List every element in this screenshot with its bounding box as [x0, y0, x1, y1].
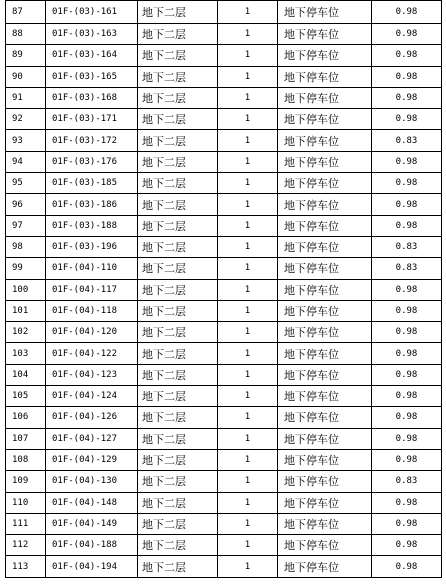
- space-type-cell: 地下停车位: [278, 215, 372, 236]
- space-type-cell: 地下停车位: [278, 279, 372, 300]
- table-row: [6, 492, 442, 513]
- quantity-cell: 1: [218, 45, 278, 66]
- parking-code-cell: 01F-(04)-123: [46, 364, 138, 385]
- parking-code-cell: 01F-(04)-118: [46, 300, 138, 321]
- row-index-cell: 106: [6, 407, 46, 428]
- floor-cell: 地下二层: [138, 428, 218, 449]
- space-type-cell: 地下停车位: [278, 449, 372, 470]
- ratio-cell: 0.83: [372, 130, 442, 151]
- ratio-cell: 0.98: [372, 449, 442, 470]
- ratio-cell: 0.98: [372, 194, 442, 215]
- table-row: [6, 386, 442, 407]
- ratio-cell: 0.98: [372, 151, 442, 172]
- floor-cell: 地下二层: [138, 513, 218, 534]
- row-index-cell: 100: [6, 279, 46, 300]
- table-row: [6, 258, 442, 279]
- quantity-cell: 1: [218, 24, 278, 45]
- space-type-cell: 地下停车位: [278, 236, 372, 257]
- space-type-cell: 地下停车位: [278, 194, 372, 215]
- parking-code-cell: 01F-(03)-164: [46, 45, 138, 66]
- ratio-cell: 0.98: [372, 215, 442, 236]
- parking-code-cell: 01F-(04)-188: [46, 535, 138, 556]
- row-index-cell: 102: [6, 322, 46, 343]
- parking-code-cell: 01F-(04)-126: [46, 407, 138, 428]
- floor-cell: 地下二层: [138, 492, 218, 513]
- ratio-cell: 0.98: [372, 322, 442, 343]
- floor-cell: 地下二层: [138, 194, 218, 215]
- row-index-cell: 94: [6, 151, 46, 172]
- ratio-cell: 0.83: [372, 236, 442, 257]
- floor-cell: 地下二层: [138, 407, 218, 428]
- parking-code-cell: 01F-(04)-124: [46, 386, 138, 407]
- parking-code-cell: 01F-(03)-186: [46, 194, 138, 215]
- space-type-cell: 地下停车位: [278, 1, 372, 24]
- floor-cell: 地下二层: [138, 364, 218, 385]
- row-index-cell: 108: [6, 449, 46, 470]
- quantity-cell: 1: [218, 87, 278, 108]
- quantity-cell: 1: [218, 407, 278, 428]
- space-type-cell: 地下停车位: [278, 258, 372, 279]
- space-type-cell: 地下停车位: [278, 300, 372, 321]
- row-index-cell: 104: [6, 364, 46, 385]
- parking-code-cell: 01F-(04)-127: [46, 428, 138, 449]
- space-type-cell: 地下停车位: [278, 471, 372, 492]
- floor-cell: 地下二层: [138, 471, 218, 492]
- parking-code-cell: 01F-(03)-176: [46, 151, 138, 172]
- quantity-cell: 1: [218, 322, 278, 343]
- table-row: [6, 343, 442, 364]
- table-row: [6, 364, 442, 385]
- space-type-cell: 地下停车位: [278, 386, 372, 407]
- floor-cell: 地下二层: [138, 1, 218, 24]
- space-type-cell: 地下停车位: [278, 535, 372, 556]
- floor-cell: 地下二层: [138, 300, 218, 321]
- row-index-cell: 101: [6, 300, 46, 321]
- ratio-cell: 0.98: [372, 492, 442, 513]
- table-row: [6, 428, 442, 449]
- ratio-cell: 0.98: [372, 279, 442, 300]
- table-row: [6, 173, 442, 194]
- table-row: [6, 556, 442, 577]
- table-row: [6, 322, 442, 343]
- parking-code-cell: 01F-(04)-194: [46, 556, 138, 577]
- table-row: [6, 300, 442, 321]
- space-type-cell: 地下停车位: [278, 364, 372, 385]
- row-index-cell: 87: [6, 1, 46, 24]
- ratio-cell: 0.83: [372, 258, 442, 279]
- table-row: [6, 45, 442, 66]
- space-type-cell: 地下停车位: [278, 407, 372, 428]
- quantity-cell: 1: [218, 492, 278, 513]
- ratio-cell: 0.98: [372, 45, 442, 66]
- row-index-cell: 107: [6, 428, 46, 449]
- row-index-cell: 103: [6, 343, 46, 364]
- floor-cell: 地下二层: [138, 173, 218, 194]
- parking-code-cell: 01F-(04)-117: [46, 279, 138, 300]
- parking-code-cell: 01F-(03)-172: [46, 130, 138, 151]
- parking-code-cell: 01F-(04)-130: [46, 471, 138, 492]
- table-row: [6, 66, 442, 87]
- quantity-cell: 1: [218, 300, 278, 321]
- quantity-cell: 1: [218, 66, 278, 87]
- ratio-cell: 0.98: [372, 87, 442, 108]
- quantity-cell: 1: [218, 151, 278, 172]
- space-type-cell: 地下停车位: [278, 428, 372, 449]
- floor-cell: 地下二层: [138, 322, 218, 343]
- table-row: [6, 109, 442, 130]
- floor-cell: 地下二层: [138, 45, 218, 66]
- quantity-cell: 1: [218, 173, 278, 194]
- floor-cell: 地下二层: [138, 343, 218, 364]
- row-index-cell: 91: [6, 87, 46, 108]
- row-index-cell: 99: [6, 258, 46, 279]
- row-index-cell: 98: [6, 236, 46, 257]
- parking-code-cell: 01F-(04)-149: [46, 513, 138, 534]
- space-type-cell: 地下停车位: [278, 513, 372, 534]
- floor-cell: 地下二层: [138, 279, 218, 300]
- row-index-cell: 90: [6, 66, 46, 87]
- floor-cell: 地下二层: [138, 66, 218, 87]
- table-row: [6, 151, 442, 172]
- row-index-cell: 105: [6, 386, 46, 407]
- table-row: [6, 513, 442, 534]
- space-type-cell: 地下停车位: [278, 343, 372, 364]
- parking-code-cell: 01F-(03)-196: [46, 236, 138, 257]
- table-row: [6, 407, 442, 428]
- quantity-cell: 1: [218, 428, 278, 449]
- quantity-cell: 1: [218, 130, 278, 151]
- table-row: [6, 1, 442, 24]
- ratio-cell: 0.98: [372, 556, 442, 577]
- parking-code-cell: 01F-(03)-163: [46, 24, 138, 45]
- space-type-cell: 地下停车位: [278, 24, 372, 45]
- parking-code-cell: 01F-(04)-148: [46, 492, 138, 513]
- space-type-cell: 地下停车位: [278, 45, 372, 66]
- floor-cell: 地下二层: [138, 386, 218, 407]
- ratio-cell: 0.98: [372, 343, 442, 364]
- floor-cell: 地下二层: [138, 449, 218, 470]
- ratio-cell: 0.98: [372, 364, 442, 385]
- table-row: [6, 194, 442, 215]
- quantity-cell: 1: [218, 556, 278, 577]
- row-index-cell: 110: [6, 492, 46, 513]
- quantity-cell: 1: [218, 236, 278, 257]
- space-type-cell: 地下停车位: [278, 492, 372, 513]
- table-row: [6, 471, 442, 492]
- space-type-cell: 地下停车位: [278, 109, 372, 130]
- quantity-cell: 1: [218, 1, 278, 24]
- parking-code-cell: 01F-(03)-161: [46, 1, 138, 24]
- table-row: [6, 215, 442, 236]
- table-row: [6, 535, 442, 556]
- ratio-cell: 0.98: [372, 300, 442, 321]
- quantity-cell: 1: [218, 258, 278, 279]
- row-index-cell: 88: [6, 24, 46, 45]
- row-index-cell: 96: [6, 194, 46, 215]
- row-index-cell: 112: [6, 535, 46, 556]
- row-index-cell: 111: [6, 513, 46, 534]
- row-index-cell: 92: [6, 109, 46, 130]
- floor-cell: 地下二层: [138, 87, 218, 108]
- table-row: [6, 449, 442, 470]
- floor-cell: 地下二层: [138, 556, 218, 577]
- parking-code-cell: 01F-(04)-120: [46, 322, 138, 343]
- ratio-cell: 0.98: [372, 535, 442, 556]
- row-index-cell: 93: [6, 130, 46, 151]
- space-type-cell: 地下停车位: [278, 556, 372, 577]
- row-index-cell: 109: [6, 471, 46, 492]
- parking-code-cell: 01F-(04)-129: [46, 449, 138, 470]
- floor-cell: 地下二层: [138, 215, 218, 236]
- quantity-cell: 1: [218, 279, 278, 300]
- ratio-cell: 0.98: [372, 109, 442, 130]
- space-type-cell: 地下停车位: [278, 87, 372, 108]
- row-index-cell: 97: [6, 215, 46, 236]
- parking-code-cell: 01F-(03)-185: [46, 173, 138, 194]
- table-row: [6, 130, 442, 151]
- quantity-cell: 1: [218, 471, 278, 492]
- table-body: [6, 1, 442, 578]
- ratio-cell: 0.98: [372, 407, 442, 428]
- ratio-cell: 0.98: [372, 513, 442, 534]
- parking-code-cell: 01F-(03)-171: [46, 109, 138, 130]
- ratio-cell: 0.83: [372, 471, 442, 492]
- parking-code-cell: 01F-(03)-188: [46, 215, 138, 236]
- quantity-cell: 1: [218, 109, 278, 130]
- parking-space-table: [5, 0, 442, 578]
- floor-cell: 地下二层: [138, 258, 218, 279]
- table-row: [6, 236, 442, 257]
- table-row: [6, 87, 442, 108]
- ratio-cell: 0.98: [372, 173, 442, 194]
- space-type-cell: 地下停车位: [278, 151, 372, 172]
- quantity-cell: 1: [218, 535, 278, 556]
- quantity-cell: 1: [218, 194, 278, 215]
- quantity-cell: 1: [218, 449, 278, 470]
- space-type-cell: 地下停车位: [278, 322, 372, 343]
- ratio-cell: 0.98: [372, 1, 442, 24]
- space-type-cell: 地下停车位: [278, 130, 372, 151]
- floor-cell: 地下二层: [138, 109, 218, 130]
- floor-cell: 地下二层: [138, 151, 218, 172]
- row-index-cell: 95: [6, 173, 46, 194]
- floor-cell: 地下二层: [138, 535, 218, 556]
- parking-code-cell: 01F-(04)-122: [46, 343, 138, 364]
- quantity-cell: 1: [218, 513, 278, 534]
- space-type-cell: 地下停车位: [278, 66, 372, 87]
- parking-code-cell: 01F-(03)-165: [46, 66, 138, 87]
- parking-code-cell: 01F-(03)-168: [46, 87, 138, 108]
- ratio-cell: 0.98: [372, 428, 442, 449]
- row-index-cell: 89: [6, 45, 46, 66]
- table-row: [6, 279, 442, 300]
- row-index-cell: 113: [6, 556, 46, 577]
- table-row: [6, 24, 442, 45]
- floor-cell: 地下二层: [138, 24, 218, 45]
- ratio-cell: 0.98: [372, 24, 442, 45]
- parking-code-cell: 01F-(04)-110: [46, 258, 138, 279]
- quantity-cell: 1: [218, 364, 278, 385]
- ratio-cell: 0.98: [372, 66, 442, 87]
- quantity-cell: 1: [218, 343, 278, 364]
- quantity-cell: 1: [218, 386, 278, 407]
- space-type-cell: 地下停车位: [278, 173, 372, 194]
- floor-cell: 地下二层: [138, 236, 218, 257]
- floor-cell: 地下二层: [138, 130, 218, 151]
- ratio-cell: 0.98: [372, 386, 442, 407]
- quantity-cell: 1: [218, 215, 278, 236]
